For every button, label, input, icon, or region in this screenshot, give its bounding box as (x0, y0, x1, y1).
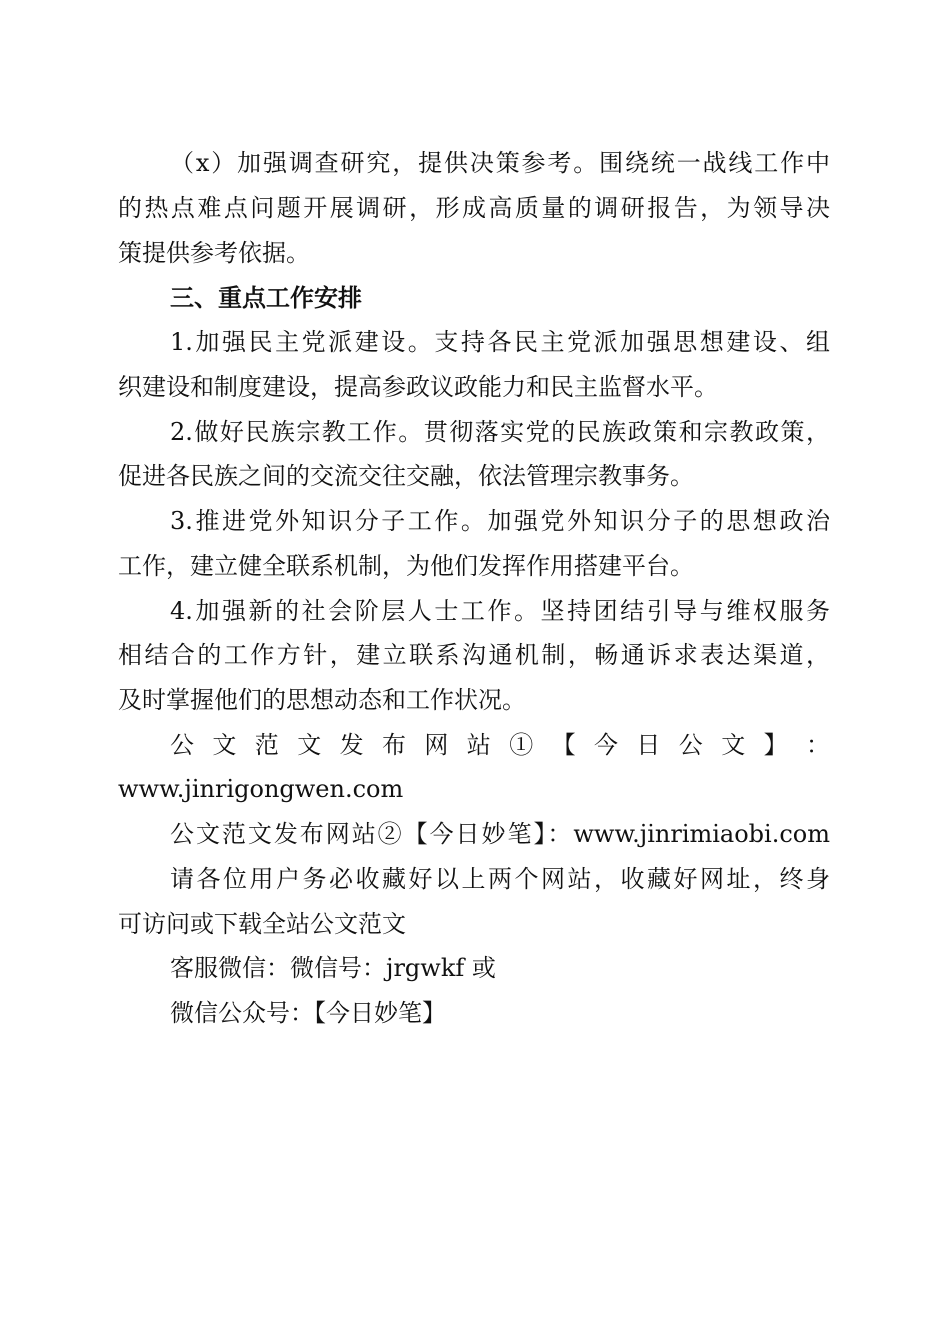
item-2-line-1: 2.做好民族宗教工作。贯彻落实党的民族政策和宗教政策， (170, 418, 830, 446)
wechat-official-account: 微信公众号：【今日妙笔】 (170, 999, 446, 1027)
site-1-line-1: 公 文 范 文 发 布 网 站 ① 【 今 日 公 文 】 ： (170, 731, 830, 759)
item-4-line-3: 及时掌握他们的思想动态和工作状况。 (118, 686, 526, 714)
notice-line-2: 可访问或下载全站公文范文 (118, 910, 406, 938)
paragraph-x-line-3: 策提供参考依据。 (118, 239, 310, 267)
item-3-line-1: 3.推进党外知识分子工作。加强党外知识分子的思想政治 (170, 507, 830, 535)
paragraph-x-line-1: （x）加强调查研究，提供决策参考。围绕统一战线工作中 (170, 149, 830, 177)
item-4-line-1: 4.加强新的社会阶层人士工作。坚持团结引导与维权服务 (170, 597, 830, 625)
wechat-service: 客服微信：微信号：jrgwkf 或 (170, 954, 496, 982)
item-3-line-2: 工作，建立健全联系机制，为他们发挥作用搭建平台。 (118, 552, 694, 580)
item-1-line-1: 1.加强民主党派建设。支持各民主党派加强思想建设、组 (170, 328, 830, 356)
item-4-line-2: 相结合的工作方针，建立联系沟通机制，畅通诉求表达渠道， (118, 641, 830, 669)
section-heading: 三、重点工作安排 (170, 283, 362, 312)
item-2-line-2: 促进各民族之间的交流交往交融，依法管理宗教事务。 (118, 462, 694, 490)
site-2-line: 公文范文发布网站②【今日妙笔】：www.jinrimiaobi.com (170, 820, 830, 848)
item-1-line-2: 织建设和制度建设，提高参政议政能力和民主监督水平。 (118, 373, 718, 401)
site-1-url: www.jinrigongwen.com (118, 775, 404, 803)
notice-line-1: 请各位用户务必收藏好以上两个网站，收藏好网址，终身 (170, 865, 830, 893)
paragraph-x-line-2: 的热点难点问题开展调研，形成高质量的调研报告，为领导决 (118, 194, 830, 222)
